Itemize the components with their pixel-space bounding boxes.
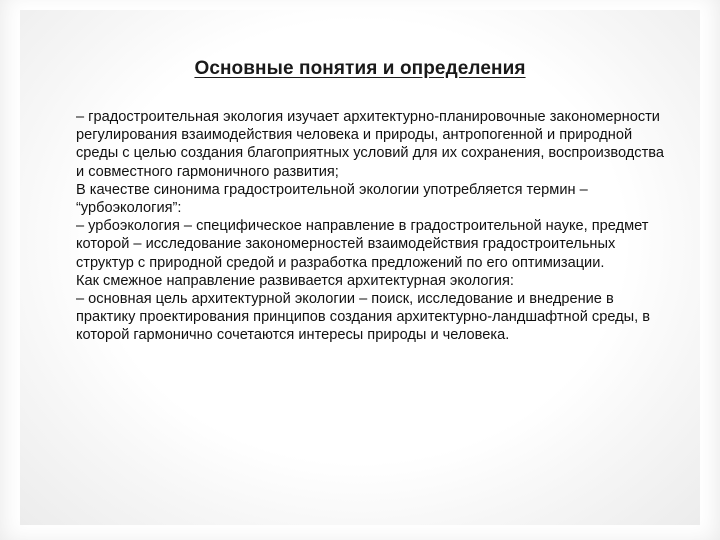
paragraph-definition: – градостроительная экология изучает архитектурно-планировочные закономерности регулирования взаимодействия человека и природы, антропогенной и природной среды с целью создания благоприятных условий для их сохранения, воспроизводства и совместного гармоничного развития; (76, 109, 664, 180)
slide-title: Основные понятия и определения (194, 58, 526, 79)
slide-body (76, 108, 676, 345)
paragraph-architectural-ecology: – основная цель архитектурной экологии – поиск, исследование и внедрение в практику проектирования принципов создания архитектурно-ландшафтной среды, в которой гармонично сочетаются интересы природы и человека. (76, 291, 651, 344)
paragraph-urboecology: – урбоэкология – специфическое направление в градостроительной науке, предмет которой – исследование закономерностей взаимодействия градостроительных структур с природной средой и разработка предложений по его оптимизации. (76, 218, 649, 271)
paragraph-synonym: В качестве синонима градостроительной экологии употребляется термин – “урбоэкология”: (76, 181, 588, 217)
paragraph-related-field: Как смежное направление развивается архитектурная экология: (76, 272, 514, 289)
